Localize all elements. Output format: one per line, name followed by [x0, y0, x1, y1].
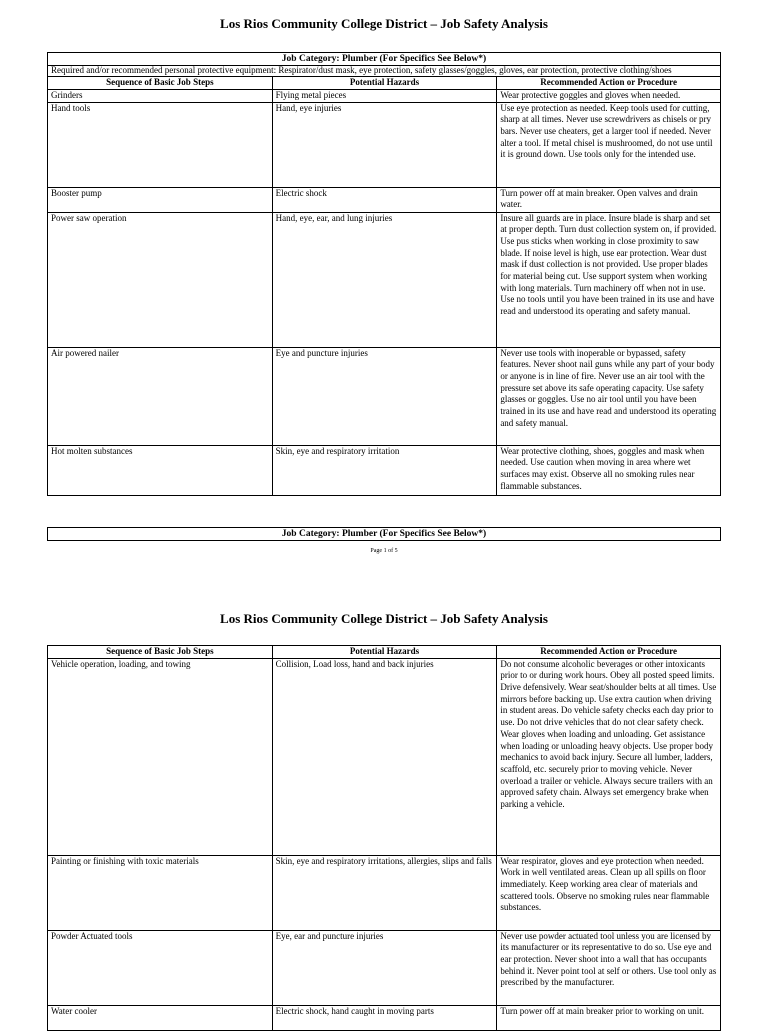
- column-header-hazards: Potential Hazards: [272, 77, 497, 90]
- job-category-footer: Job Category: Plumber (For Specifics See Below*): [48, 528, 721, 541]
- hazard-cell: Skin, eye and respiratory irritation: [272, 445, 497, 495]
- column-header-row: [48, 646, 721, 659]
- hazard-cell: Eye, ear and puncture injuries: [272, 930, 497, 1005]
- table-row: [48, 102, 721, 187]
- document-title-page2: Los Rios Community College District – Job Safety Analysis: [220, 611, 548, 626]
- job-step-cell: Air powered nailer: [48, 347, 273, 445]
- hazard-cell: Hand, eye, ear, and lung injuries: [272, 212, 497, 347]
- table-row: [48, 855, 721, 930]
- job-step-cell: Power saw operation: [48, 212, 273, 347]
- ppe-requirements: Required and/or recommended personal protective equipment: Respirator/dust mask, eye protection, safety glasses/goggles, gloves, ear protection, protective clothing/shoes: [48, 66, 721, 77]
- table-row: [48, 347, 721, 445]
- action-cell: Turn power off at main breaker. Open valves and drain water.: [497, 187, 721, 212]
- job-step-cell: Hand tools: [48, 102, 273, 187]
- action-cell: Wear protective goggles and gloves when needed.: [497, 89, 721, 102]
- action-cell: Wear protective clothing, shoes, goggles and mask when needed. Use caution when moving in area where wet surfaces may exist. Observe all no smoking rules near flammable substances.: [497, 445, 721, 495]
- column-header-actions: Recommended Action or Procedure: [497, 77, 721, 90]
- document-title: Los Rios Community College District – Job Safety Analysis: [220, 16, 548, 31]
- job-step-cell: Booster pump: [48, 187, 273, 212]
- job-step-cell: Water cooler: [48, 1005, 273, 1030]
- action-cell: Turn power off at main breaker prior to working on unit.: [497, 1005, 721, 1030]
- column-header-steps: Sequence of Basic Job Steps: [48, 77, 273, 90]
- column-header-actions: Recommended Action or Procedure: [497, 646, 721, 659]
- table-row: [48, 930, 721, 1005]
- hazard-cell: Flying metal pieces: [272, 89, 497, 102]
- ppe-row: [48, 66, 721, 77]
- action-cell: Never use powder actuated tool unless you are licensed by its manufacturer or its representative to do so. Use eye and ear protection. Never shoot into a wall that has occupants behind it. Never point tool at self or others. Use tool only as prescribed by the manufacturer.: [497, 930, 721, 1005]
- action-cell: Never use tools with inoperable or bypassed, safety features. Never shoot nail guns while any part of your body or anyone is in line of fire. Never use an air tool with the pressure set above its safe operating capacity. Use safety glasses or goggles. Use no air tool until you have been trained in its use and have read and understood its operating and safety manual.: [497, 347, 721, 445]
- action-cell: Insure all guards are in place. Insure blade is sharp and set at proper depth. Turn dust collection system on, if provided. Use pus sticks when working in close proximity to saw blade. If noise level is high, use ear protection. Wear dust mask if dust collection is not provided. Use proper blades for material being cut. Use support system when working with long materials. Turn machinery off when not in use. Use no tools until you have been trained in its use and have read and understood its operating and safety manual.: [497, 212, 721, 347]
- job-step-cell: Hot molten substances: [48, 445, 273, 495]
- job-safety-table-page2: [47, 645, 721, 1031]
- column-header-row: [48, 77, 721, 90]
- job-category-footer-table: [47, 527, 721, 541]
- job-step-cell: Powder Actuated tools: [48, 930, 273, 1005]
- hazard-cell: Hand, eye injuries: [272, 102, 497, 187]
- hazard-cell: Collision, Load loss, hand and back injuries: [272, 658, 497, 855]
- table-row: [48, 187, 721, 212]
- page-number: Page 1 of 5: [370, 548, 398, 554]
- job-step-cell: Vehicle operation, loading, and towing: [48, 658, 273, 855]
- table-row: [48, 658, 721, 855]
- hazard-cell: Electric shock, hand caught in moving parts: [272, 1005, 497, 1030]
- job-step-cell: Grinders: [48, 89, 273, 102]
- job-safety-table-page1: [47, 52, 721, 496]
- job-category-header: Job Category: Plumber (For Specifics See Below*): [48, 53, 721, 66]
- action-cell: Wear respirator, gloves and eye protection when needed. Work in well ventilated areas. Clean up all spills on floor immediately. Keep working area clear of materials and scattered tools. Observe no smoking rules near flammable substances.: [497, 855, 721, 930]
- table-row: [48, 1005, 721, 1030]
- column-header-steps: Sequence of Basic Job Steps: [48, 646, 273, 659]
- job-category-row: [48, 53, 721, 66]
- job-category-footer-row: [48, 528, 721, 541]
- job-step-cell: Painting or finishing with toxic materials: [48, 855, 273, 930]
- table-row: [48, 212, 721, 347]
- table-row: [48, 89, 721, 102]
- action-cell: Do not consume alcoholic beverages or other intoxicants prior to or during work hours. Obey all posted speed limits. Drive defensively. Wear seat/shoulder belts at all times. Use mirrors before backing up. Use extra caution when driving in student areas. Do vehicle safety checks each day prior to use. Do not drive vehicles that do not clear safety check. Wear gloves when loading and unloading. Get assistance when loading or unloading heavy objects. Use proper body mechanics to avoid back injury. Secure all lumber, ladders, scaffold, etc. securely prior to moving vehicle. Never overload a trailer or vehicle. Always secure trailers with an approved safety chain. Always set emergency brake when parking a vehicle.: [497, 658, 721, 855]
- column-header-hazards: Potential Hazards: [272, 646, 497, 659]
- action-cell: Use eye protection as needed. Keep tools used for cutting, sharp at all times. Never use screwdrivers as chisels or pry bars. Never use cheaters, get a larger tool if needed. Never alter a tool. If metal chisel is mushroomed, do not use until it is ground down. Use tools only for the intended use.: [497, 102, 721, 187]
- hazard-cell: Skin, eye and respiratory irritations, allergies, slips and falls: [272, 855, 497, 930]
- hazard-cell: Electric shock: [272, 187, 497, 212]
- hazard-cell: Eye and puncture injuries: [272, 347, 497, 445]
- table-row: [48, 445, 721, 495]
